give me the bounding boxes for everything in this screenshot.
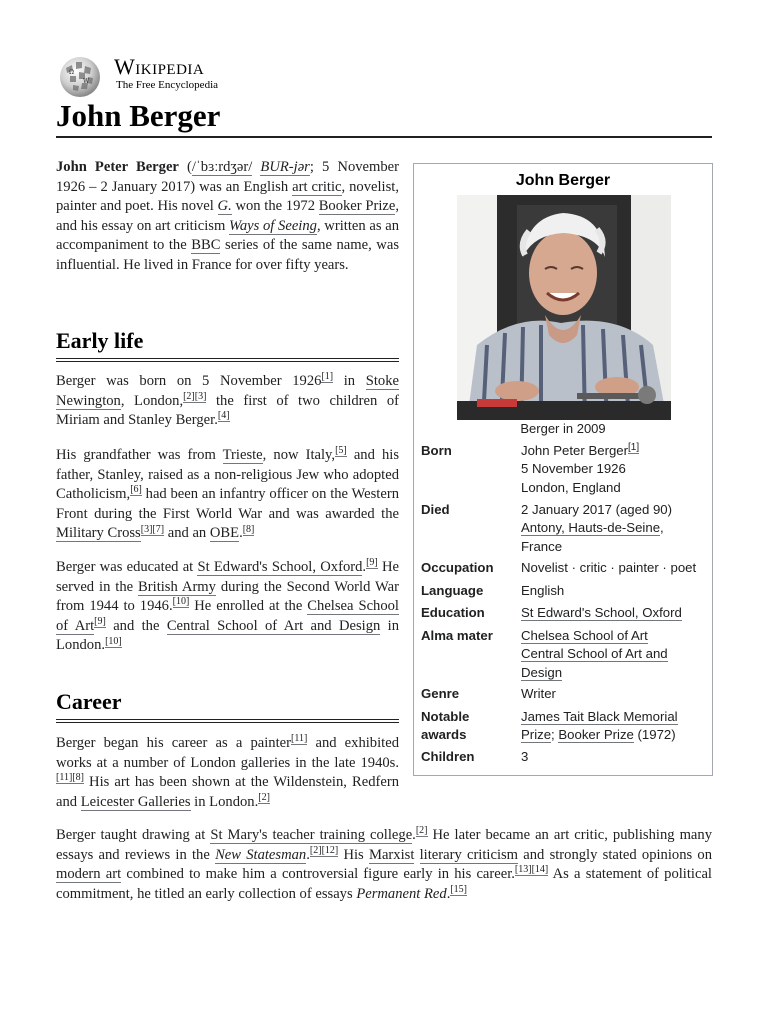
citation-link[interactable]: [10]: [105, 635, 122, 647]
language-value: English: [521, 583, 565, 598]
trieste-link[interactable]: Trieste: [222, 447, 263, 463]
born-label: Born: [421, 443, 452, 458]
portrait-image: [457, 195, 671, 420]
military-cross-link[interactable]: Military Cross: [56, 525, 141, 542]
body-text: during the Second World War from 1944 to 1946.: [56, 578, 399, 615]
language-label: Language: [421, 583, 484, 598]
body-text: Berger began his career as a painter: [56, 735, 292, 751]
bbc-link[interactable]: BBC: [191, 237, 221, 254]
svg-text:Ω: Ω: [69, 69, 74, 76]
award-year: (1972): [633, 727, 676, 743]
citation-link[interactable]: [2]: [309, 844, 322, 856]
body-text: in London.: [56, 617, 399, 654]
education-value: [521, 604, 707, 622]
citation-link[interactable]: [9]: [94, 615, 106, 627]
intro-text: , written as an accompaniment to the: [56, 217, 399, 254]
respelling-link[interactable]: BUR-jər: [260, 159, 310, 175]
body-text: had been an infantry officer on the Western Front during the First World War and was awarded the: [56, 486, 399, 522]
body-text: .: [362, 559, 367, 575]
wikipedia-wordmark: Wikipedia: [114, 54, 205, 79]
g-novel-link[interactable]: G.: [217, 198, 232, 215]
body-text: .: [412, 827, 416, 843]
citation-link[interactable]: [14]: [531, 864, 549, 876]
intro-text: , novelist, painter and poet. His novel: [56, 178, 399, 215]
body-text: He later became an art critic, publishing many essays and reviews in the: [56, 827, 712, 863]
genre-value: Writer: [521, 686, 556, 701]
intro-text: ; 5 November 1926 – 2 January 2017) was an English: [56, 159, 399, 195]
section-heading-career: Career: [56, 688, 399, 723]
died-date: 2 January 2017 (aged 90): [521, 502, 673, 517]
st-edwards-link[interactable]: St Edward's School, Oxford: [197, 559, 363, 575]
citation-link[interactable]: [2]: [415, 825, 428, 837]
portrait-photo[interactable]: [457, 195, 671, 420]
children-value: 3: [521, 749, 529, 764]
central-school-infobox-link[interactable]: Central School of Art and Design: [521, 646, 668, 680]
st-marys-link[interactable]: St Mary's teacher training college: [210, 827, 413, 843]
obe-link[interactable]: OBE: [209, 525, 240, 542]
citation-link[interactable]: [10]: [172, 596, 190, 608]
citation-link[interactable]: [6]: [130, 484, 142, 496]
permanent-red-title: Permanent Red: [356, 885, 447, 902]
st-edwards-infobox-link[interactable]: St Edward's School, Oxford: [521, 605, 682, 620]
body-text: He enrolled at the: [189, 598, 308, 615]
body-text: Berger was educated at: [56, 559, 198, 575]
body-text: in London.: [190, 793, 259, 810]
body-text: His: [338, 846, 369, 863]
citation-link[interactable]: [2]: [258, 791, 270, 803]
wikipedia-tagline: The Free Encyclopedia: [116, 79, 219, 91]
early-life-paragraph-1: [56, 372, 399, 431]
stoke-newington-link[interactable]: Stoke Newington: [56, 373, 399, 409]
booker-prize-infobox-link[interactable]: Booker Prize: [558, 727, 634, 743]
page-title: John Berger: [56, 96, 712, 138]
died-value: [521, 501, 707, 556]
died-place-rest: , France: [521, 520, 664, 554]
citation-link[interactable]: [13]: [514, 864, 532, 876]
citation-link[interactable]: [8]: [242, 523, 255, 535]
body-text: As a statement of political commitment, he titled an early collection of essays: [56, 866, 712, 902]
wikipedia-logo[interactable]: [56, 52, 256, 98]
booker-prize-link[interactable]: Booker Prize: [318, 198, 396, 215]
leicester-galleries-link[interactable]: Leicester Galleries: [80, 793, 191, 810]
wikipedia-globe-icon: [56, 54, 104, 98]
chelsea-school-link[interactable]: Chelsea School of Art: [56, 598, 399, 634]
body-text: and the: [105, 617, 167, 634]
citation-link[interactable]: [15]: [450, 883, 468, 895]
body-text: His art has been shown at the Wildenstein, Redfern and: [56, 774, 399, 810]
body-text: in: [333, 373, 366, 389]
occupation-value: Novelist · critic · painter · poet: [521, 560, 697, 575]
born-name: John Peter Berger: [521, 443, 629, 458]
citation-link[interactable]: [1]: [628, 441, 640, 453]
born-value: [521, 442, 707, 497]
alma-mater-value: [521, 627, 707, 682]
intro-text: , and his essay on art criticism: [56, 198, 399, 234]
james-tait-black-link[interactable]: James Tait Black Memorial Prize: [521, 709, 678, 743]
citation-link[interactable]: [1]: [321, 371, 334, 383]
subject-name: John Peter Berger: [56, 159, 179, 175]
marxist-link[interactable]: Marxist: [368, 846, 415, 863]
body-text: His grandfather was from: [56, 447, 223, 463]
body-text: and an: [164, 525, 210, 542]
awards-label: Notable awards: [421, 709, 470, 743]
chelsea-infobox-link[interactable]: Chelsea School of Art: [521, 628, 648, 643]
citation-link[interactable]: [12]: [321, 844, 339, 856]
body-text: the first of two children of Miriam and Stanley Berger.: [56, 392, 399, 429]
career-paragraph-1: [56, 734, 399, 812]
literary-criticism-link[interactable]: literary criticism: [419, 846, 519, 863]
art-critic-link[interactable]: art critic: [292, 178, 342, 195]
occupation-label: Occupation: [421, 560, 494, 575]
died-label: Died: [421, 502, 450, 517]
body-text: [414, 847, 419, 863]
citation-link[interactable]: [11]: [56, 772, 73, 784]
citation-link[interactable]: [5]: [335, 445, 347, 457]
alma-mater-label: Alma mater: [421, 628, 493, 643]
citation-link[interactable]: [3]: [194, 390, 207, 402]
citation-link[interactable]: [11]: [291, 733, 308, 745]
born-place: London, England: [521, 479, 621, 495]
british-army-link[interactable]: British Army: [138, 578, 216, 595]
body-text: He served in the: [56, 559, 399, 595]
body-text: , now Italy,: [262, 447, 336, 463]
body-text: Berger was born on 5 November 1926: [56, 373, 322, 389]
early-life-paragraph-2: [56, 446, 399, 544]
body-text: combined to make him a controversial figure early in his career.: [121, 866, 515, 883]
citation-link[interactable]: [9]: [366, 557, 378, 569]
central-school-link[interactable]: Central School of Art and Design: [166, 617, 381, 634]
citation-link[interactable]: [3]: [140, 523, 153, 535]
intro-text: won the 1972: [231, 198, 319, 215]
photo-caption: Berger in 2009: [520, 421, 606, 436]
intro-text: series of the same name, was influential. He lived in France for over fifty years.: [56, 237, 399, 273]
early-life-paragraph-3: [56, 558, 399, 656]
career-paragraph-2: [56, 826, 712, 904]
body-text: .: [446, 885, 451, 902]
intro-paragraph: [56, 158, 399, 276]
genre-label: Genre: [421, 686, 460, 701]
citation-link[interactable]: [8]: [72, 772, 84, 784]
award-separator: ;: [551, 727, 559, 743]
body-text: Berger taught drawing at: [56, 827, 211, 843]
body-text: .: [239, 525, 243, 542]
modern-art-link[interactable]: modern art: [56, 866, 122, 883]
body-text: and his father, Stanley, raised as a non-religious Jew who adopted Catholicism,: [56, 447, 399, 503]
children-label: Children: [421, 749, 475, 764]
intro-text: (: [178, 159, 192, 175]
svg-text:W: W: [83, 78, 90, 85]
awards-value: [521, 708, 707, 745]
born-date: 5 November 1926: [521, 461, 626, 477]
body-text: and strongly stated opinions on: [518, 846, 712, 863]
body-text: .: [306, 846, 310, 863]
antony-link[interactable]: Antony, Hauts-de-Seine: [521, 520, 661, 536]
ways-of-seeing-link[interactable]: Ways of Seeing: [229, 217, 317, 234]
ipa-link[interactable]: /ˈbɜːrdʒər/: [191, 159, 253, 175]
citation-link[interactable]: [7]: [152, 523, 165, 535]
infobox: [413, 163, 713, 776]
section-heading-early-life: Early life: [56, 327, 399, 362]
body-text: and exhibited works at a number of London galleries in the late 1940s.: [56, 735, 399, 771]
infobox-title: John Berger: [515, 172, 611, 189]
citation-link[interactable]: [2]: [183, 390, 195, 402]
education-label: Education: [421, 605, 485, 620]
body-text: , London,: [120, 392, 184, 409]
new-statesman-link[interactable]: New Statesman: [215, 846, 307, 863]
citation-link[interactable]: [4]: [217, 410, 230, 422]
